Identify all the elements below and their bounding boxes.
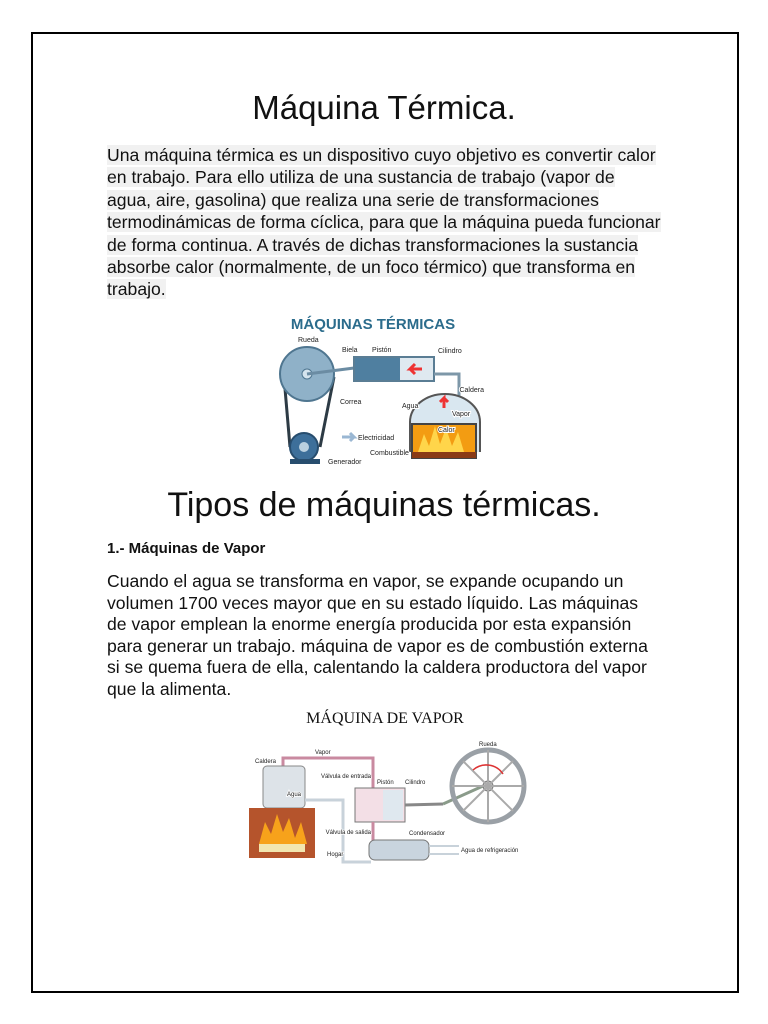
steam-line: que la alimenta. — [107, 678, 232, 699]
section-title: Tipos de máquinas térmicas. — [167, 486, 601, 524]
figure2-title: MÁQUINA DE VAPOR — [306, 710, 464, 727]
subsection-title: 1.- Máquinas de Vapor — [107, 540, 266, 557]
label-correa: Correa — [340, 399, 362, 406]
intro-line: Una máquina térmica es un dispositivo cuyo objetivo es convertir calor — [107, 145, 656, 165]
label-valvula-salida: Válvula de salida — [325, 830, 371, 836]
label-electricidad: Electricidad — [358, 435, 395, 442]
intro-line: absorbe calor (normalmente, de un foco térmico) que transforma en — [107, 257, 636, 278]
label-condensador: Condensador — [409, 831, 446, 837]
label-cilindro: Cilindro — [438, 348, 462, 355]
steam-line: Cuando el agua se transforma en vapor, se expande ocupando un — [107, 571, 624, 591]
label-agua: Agua — [287, 792, 302, 798]
intro-line: trabajo. — [107, 279, 166, 300]
flywheel-icon — [452, 750, 524, 822]
page-title: Máquina Térmica. — [252, 89, 516, 126]
label-combustible: Combustible — [370, 450, 409, 457]
intro-line: termodinámicas de forma cíclica, para que la máquina pueda funcionar — [107, 212, 661, 233]
intro-line: en trabajo. Para ello utiliza de una sustancia de trabajo (vapor de — [107, 167, 615, 188]
label-rueda: Rueda — [298, 337, 319, 344]
label-piston: Pistón — [377, 780, 394, 786]
intro-line: de forma continua. A través de dichas transformaciones la sustancia — [107, 234, 639, 255]
steam-line: para generar un trabajo. máquina de vapor es de combustión externa — [107, 635, 648, 656]
steam-line: volumen 1700 veces mayor que en su estado líquido. Las máquinas — [107, 592, 639, 613]
label-agua: Agua — [402, 403, 419, 410]
label-hogar: Hogar — [327, 852, 344, 858]
figure1-title: MÁQUINAS TÉRMICAS — [290, 316, 456, 333]
thermal-machine-diagram — [262, 312, 484, 472]
label-piston: Pistón — [372, 347, 392, 354]
steam-engine-paragraph — [107, 571, 648, 700]
label-caldera: Caldera — [459, 387, 484, 394]
label-generador: Generador — [328, 459, 362, 466]
label-cilindro: Cilindro — [405, 780, 426, 786]
label-biela: Biela — [342, 347, 358, 354]
steam-engine-diagram — [243, 704, 527, 870]
label-vapor: Vapor — [452, 411, 471, 418]
steam-line: de vapor emplean la enorme energía producida por esta expansión — [107, 614, 632, 634]
label-agua-refrigeracion: Agua de refrigeración — [461, 848, 519, 854]
steam-line: si se quema fuera de ella, calentando la caldera productora del vapor — [107, 657, 647, 677]
intro-paragraph — [107, 144, 661, 301]
label-calor: Calor — [438, 427, 455, 434]
label-vapor: Vapor — [315, 750, 331, 756]
intro-line: agua, aire, gasolina) que realiza una serie de transformaciones — [107, 189, 599, 210]
label-valvula-entrada: Válvula de entrada — [320, 774, 371, 780]
label-caldera: Caldera — [255, 759, 277, 765]
label-rueda: Rueda — [479, 742, 497, 748]
